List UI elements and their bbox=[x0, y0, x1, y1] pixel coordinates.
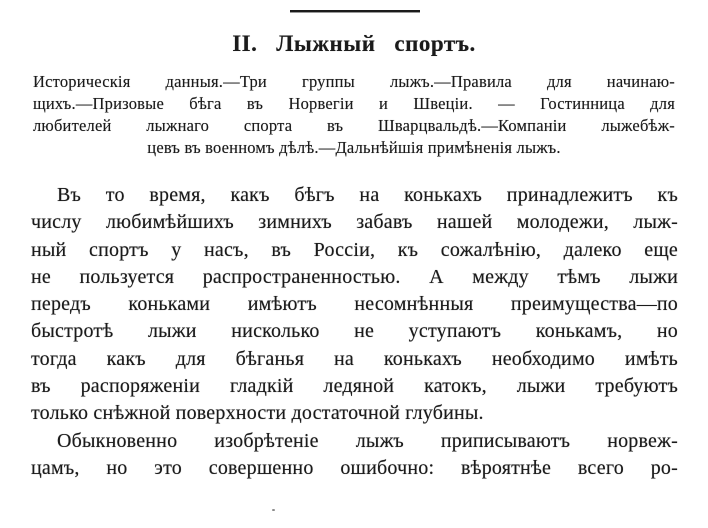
chapter-title: II. Лыжный спортъ. bbox=[232, 31, 476, 56]
section-divider-rule bbox=[290, 10, 420, 12]
body-line: только снѣжной поверхности достаточной глубины. bbox=[31, 402, 484, 425]
chapter-summary bbox=[33, 71, 675, 159]
summary-line: Историческія данныя.—Три группы лыжъ.—Правила для начинаю- bbox=[33, 72, 675, 91]
body-line: цамъ, но это совершенно ошибочно: вѣроятнѣе всего ро- bbox=[31, 456, 678, 479]
body-line: Обыкновенно изобрѣтеніе лыжъ приписываютъ норвеж- bbox=[57, 429, 678, 452]
body-line: числу любимѣйшихъ зимнихъ забавъ нашей молодежи, лыж- bbox=[31, 211, 678, 234]
body-line: передъ коньками имѣютъ несомнѣнныя преимущества—по bbox=[31, 293, 678, 316]
body-line: не пользуется распространенностью. А между тѣмъ лыжи bbox=[31, 265, 678, 288]
summary-line: щихъ.—Призовые бѣга въ Норвегіи и Швеціи. — Гостинница для bbox=[33, 94, 675, 113]
scan-speck bbox=[272, 509, 275, 511]
body-line: ный спортъ у насъ, въ Россіи, къ сожалѣнію, далеко еще bbox=[31, 238, 678, 261]
body-line: Въ то время, какъ бѣгъ на конькахъ принадлежитъ къ bbox=[57, 184, 678, 206]
body-line: тогда какъ для бѣганья на конькахъ необходимо имѣть bbox=[31, 347, 678, 370]
body-line: быстротѣ лыжи нисколько не уступаютъ конькамъ, но bbox=[31, 320, 678, 343]
body-text bbox=[31, 182, 678, 482]
summary-line: цевъ въ военномъ дѣлѣ.—Дальнѣйшія примѣненія лыжъ. bbox=[147, 138, 561, 157]
body-line: въ распоряженіи гладкій ледяной катокъ, лыжи требуютъ bbox=[31, 375, 678, 398]
summary-line: любителей лыжнаго спорта въ Шварцвальдѣ.—Компаніи лыжебѣж- bbox=[33, 116, 675, 135]
